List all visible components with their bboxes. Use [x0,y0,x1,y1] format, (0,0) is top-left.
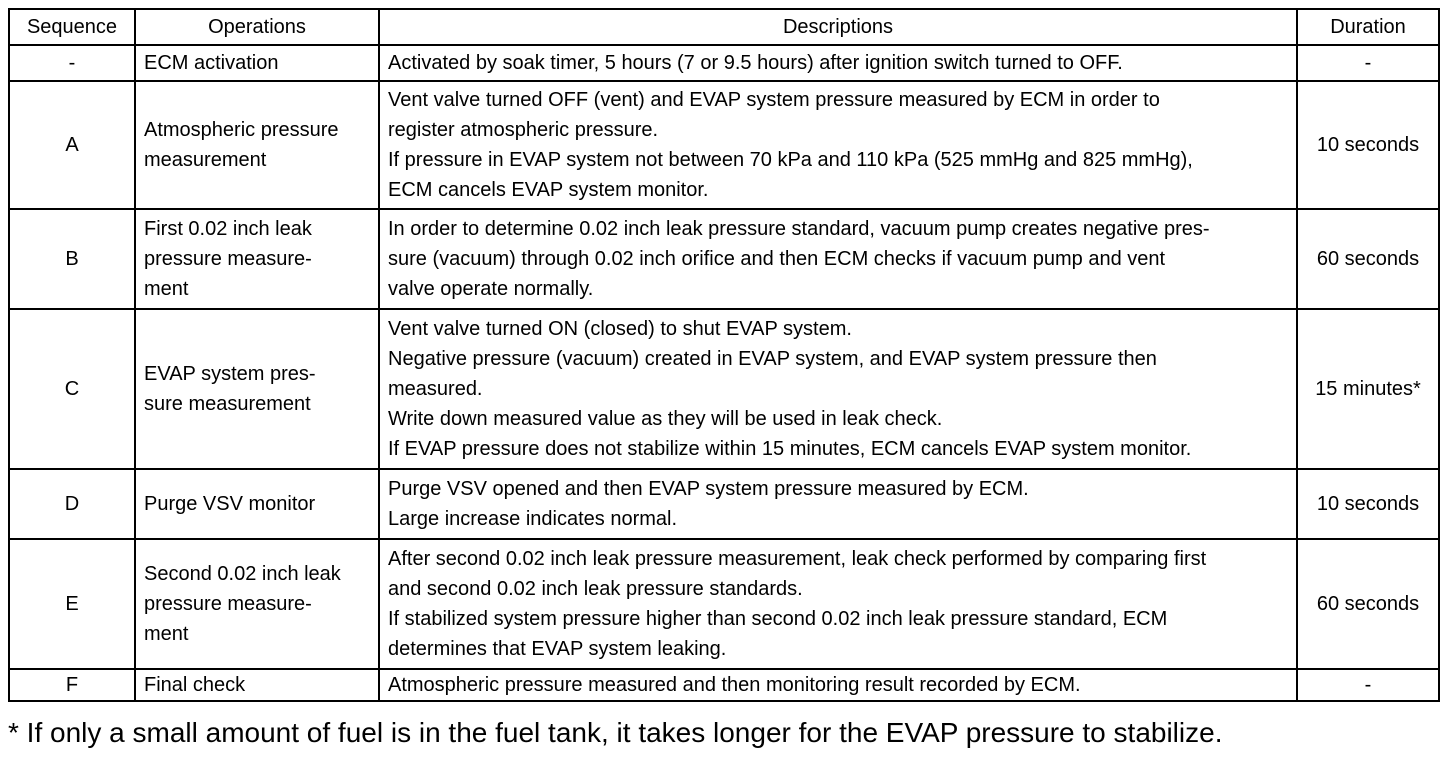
sequence-cell: C [9,309,135,469]
operation-line: Atmospheric pressure [144,119,339,141]
operation-line: Purge VSV monitor [144,493,316,515]
description-line: Vent valve turned OFF (vent) and EVAP system pressure measured by ECM in order to [388,89,1160,111]
description-line: measured. [388,378,483,400]
description-cell [379,81,1297,209]
description-line: Write down measured value as they will be used in leak check. [388,408,943,430]
operation-line: Second 0.02 inch leak [144,563,341,585]
table-row [9,81,1439,209]
duration-cell: 60 seconds [1297,209,1439,309]
description-line: If EVAP pressure does not stabilize within 15 minutes, ECM cancels EVAP system monitor. [388,438,1192,460]
table-row [9,539,1439,669]
description-cell [379,309,1297,469]
table-row [9,309,1439,469]
description-cell [379,669,1297,701]
description-line: Atmospheric pressure measured and then monitoring result recorded by ECM. [388,674,1081,696]
footnote: * If only a small amount of fuel is in the fuel tank, it takes longer for the EVAP pressure to stabilize. [8,717,1223,748]
operation-line: sure measurement [144,393,311,415]
duration-cell: 15 minutes* [1297,309,1439,469]
sequence-cell: A [9,81,135,209]
description-line: Large increase indicates normal. [388,508,678,530]
operation-cell [135,539,379,669]
description-line: and second 0.02 inch leak pressure standards. [388,578,803,600]
description-cell [379,209,1297,309]
operation-line: ECM activation [144,52,279,74]
sequence-cell: D [9,469,135,539]
description-line: If stabilized system pressure higher than second 0.02 inch leak pressure standard, ECM [388,608,1168,630]
header-descriptions: Descriptions [379,9,1297,45]
operation-line: EVAP system pres- [144,363,316,385]
operation-cell [135,669,379,701]
duration-cell: 60 seconds [1297,539,1439,669]
operation-cell [135,81,379,209]
evap-monitor-table [8,8,1440,702]
duration-cell: 10 seconds [1297,469,1439,539]
description-line: Activated by soak timer, 5 hours (7 or 9.5 hours) after ignition switch turned to OFF. [388,52,1123,74]
operation-cell [135,469,379,539]
operation-line: First 0.02 inch leak [144,218,312,240]
description-cell [379,539,1297,669]
operation-line: Final check [144,674,246,696]
description-line: register atmospheric pressure. [388,119,659,141]
description-line: Negative pressure (vacuum) created in EVAP system, and EVAP system pressure then [388,348,1157,370]
operation-line: pressure measure- [144,248,312,270]
duration-cell: 10 seconds [1297,81,1439,209]
description-line: valve operate normally. [388,278,594,300]
table-row [9,45,1439,81]
header-operations: Operations [135,9,379,45]
duration-cell: - [1297,669,1439,701]
operation-line: measurement [144,149,267,171]
description-cell [379,469,1297,539]
description-line: sure (vacuum) through 0.02 inch orifice and then ECM checks if vacuum pump and vent [388,248,1166,270]
operation-cell [135,309,379,469]
duration-cell: - [1297,45,1439,81]
description-cell [379,45,1297,81]
description-line: ECM cancels EVAP system monitor. [388,179,709,201]
sequence-cell: E [9,539,135,669]
description-line: Purge VSV opened and then EVAP system pressure measured by ECM. [388,478,1029,500]
header-sequence: Sequence [9,9,135,45]
operation-line: ment [144,278,189,300]
description-line: In order to determine 0.02 inch leak pressure standard, vacuum pump creates negative pres- [388,218,1210,240]
description-line: determines that EVAP system leaking. [388,638,727,660]
table-row [9,209,1439,309]
description-line: Vent valve turned ON (closed) to shut EVAP system. [388,318,852,340]
description-line: After second 0.02 inch leak pressure measurement, leak check performed by comparing first [388,548,1207,570]
sequence-cell: - [9,45,135,81]
description-line: If pressure in EVAP system not between 70 kPa and 110 kPa (525 mmHg and 825 mmHg), [388,149,1193,171]
sequence-cell: B [9,209,135,309]
operation-line: ment [144,623,189,645]
operation-line: pressure measure- [144,593,312,615]
table-row [9,669,1439,701]
operation-cell [135,45,379,81]
header-duration: Duration [1297,9,1439,45]
table-row [9,469,1439,539]
header-row [9,9,1439,45]
sequence-cell: F [9,669,135,701]
operation-cell [135,209,379,309]
